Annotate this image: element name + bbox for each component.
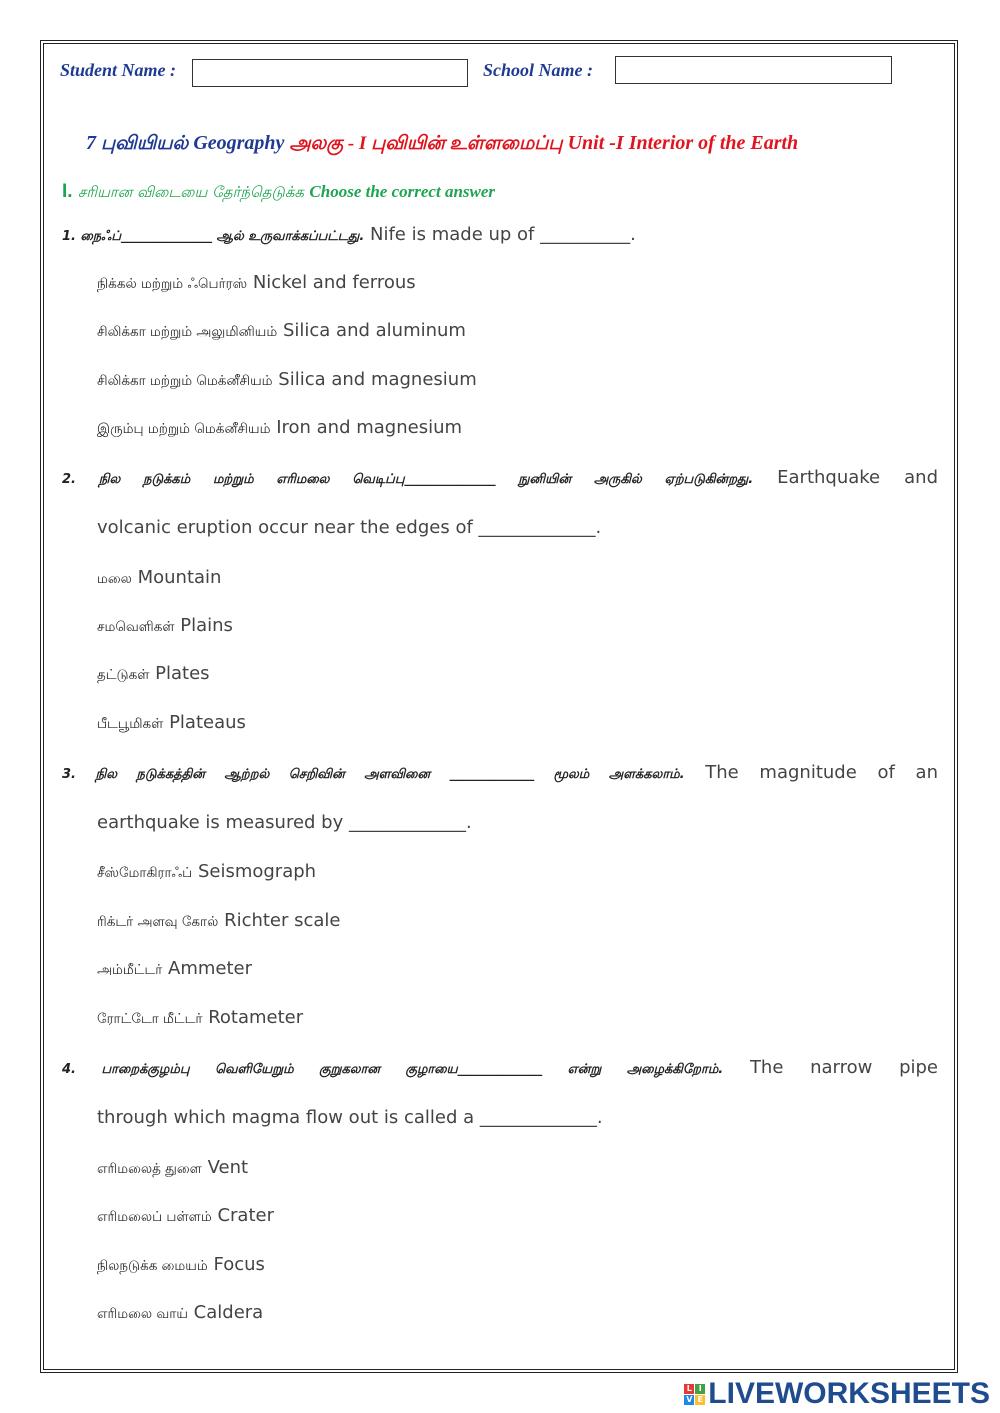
student-name-label: Student Name :: [60, 60, 177, 80]
option-text-ta: எரிமலைப் பள்ளம்: [97, 1209, 212, 1225]
logo-letter: V: [686, 1394, 693, 1404]
option-text-ta: சீஸ்மோகிராஃப்: [97, 865, 193, 881]
section-title-en: Choose the correct answer: [309, 182, 496, 201]
question-text-en: Nife is made up of __________.: [370, 224, 636, 245]
option-text-ta: சிலிக்கா மற்றும் அலுமினியம்: [97, 324, 278, 340]
option-3a[interactable]: [97, 861, 316, 883]
question-text-ta: 4. பாறைக்குழம்பு வெளியேறும் குறுகலான குழாயை_____________ என்று அழைக்கிறோம்.: [62, 1062, 724, 1077]
question-4-continued: through which magma flow out is called a _____________.: [97, 1107, 603, 1128]
logo-letter: I: [695, 1384, 705, 1394]
option-3c[interactable]: [97, 958, 252, 980]
option-4a[interactable]: [97, 1157, 248, 1179]
option-2a[interactable]: [97, 567, 221, 589]
question-1: [62, 224, 938, 245]
option-text-en: Seismograph: [197, 861, 317, 882]
title-unit-ta: அலகு - I புவியின் உள்ளமைப்பு: [289, 133, 563, 154]
question-4: [62, 1057, 938, 1078]
worksheet-title: [86, 132, 798, 157]
option-text-ta: ரோட்டோ மீட்டர்: [97, 1011, 203, 1027]
option-text-ta: அம்மீட்டர்: [97, 962, 163, 978]
option-2c[interactable]: [97, 663, 210, 685]
option-1c[interactable]: [97, 369, 477, 391]
logo-letter: L: [684, 1384, 694, 1394]
option-text-ta: நிலநடுக்க மையம்: [97, 1258, 208, 1274]
question-3: [62, 762, 938, 783]
title-subject-ta: புவியியல்: [101, 133, 189, 154]
option-text-ta: எரிமலை வாய்: [97, 1306, 188, 1322]
option-text-en: Vent: [207, 1157, 249, 1178]
title-subject-en: Geography: [193, 132, 285, 154]
option-2b[interactable]: [97, 615, 233, 637]
option-text-ta: சிலிக்கா மற்றும் மெக்னீசியம்: [97, 373, 273, 389]
option-text-en: Crater: [217, 1205, 274, 1226]
option-text-ta: இரும்பு மற்றும் மெக்னீசியம்: [97, 421, 271, 437]
logo-letter: E: [695, 1395, 705, 1405]
question-text-en: The narrow pipe: [749, 1057, 938, 1078]
option-1d[interactable]: [97, 417, 462, 439]
option-text-en: Plains: [180, 615, 233, 636]
question-2-continued: volcanic eruption occur near the edges of _____________.: [97, 517, 602, 538]
liveworksheets-logo-icon: [684, 1384, 705, 1405]
school-name-label: School Name :: [483, 60, 593, 80]
option-text-ta: ரிக்டர் அளவு கோல்: [97, 914, 219, 930]
section-number: I.: [62, 181, 73, 202]
option-4c[interactable]: [97, 1254, 265, 1276]
option-4d[interactable]: [97, 1302, 263, 1324]
option-text-ta: மலை: [97, 571, 132, 587]
brand-text: LIVEWORKSHEETS: [708, 1377, 990, 1410]
option-1a[interactable]: [97, 272, 416, 294]
school-name-input[interactable]: [615, 56, 892, 84]
question-text-ta: 2. நில நடுக்கம் மற்றும் எரிமலை வெடிப்பு______________ நுனியின் அருகில் ஏற்படுகின்றது.: [62, 472, 754, 487]
liveworksheets-brand[interactable]: [684, 1378, 990, 1410]
option-2d[interactable]: [97, 712, 246, 734]
title-unit-en: Unit -I Interior of the Earth: [567, 132, 799, 154]
question-text-ta: 1. நைஃப்______________ ஆல் உருவாக்கப்பட்டது.: [62, 229, 365, 244]
title-grade: 7: [86, 132, 96, 154]
student-name-input[interactable]: [192, 59, 468, 87]
option-text-en: Nickel and ferrous: [252, 272, 416, 293]
option-text-en: Focus: [213, 1254, 265, 1275]
question-text-en: The magnitude of an: [705, 762, 938, 783]
option-text-ta: சமவெளிகள்: [97, 619, 175, 635]
option-4b[interactable]: [97, 1205, 274, 1227]
option-text-ta: எரிமலைத் துளை: [97, 1161, 202, 1177]
option-text-en: Ammeter: [168, 958, 253, 979]
option-text-ta: நிக்கல் மற்றும் ஃபெர்ரஸ்: [97, 276, 248, 292]
option-3b[interactable]: [97, 910, 341, 932]
question-text-ta: 3. நில நடுக்கத்தின் ஆற்றல் செறிவின் அளவினை _____________ மூலம் அளக்கலாம்.: [62, 767, 685, 782]
option-text-ta: பீடபூமிகள்: [97, 716, 164, 732]
option-text-en: Mountain: [137, 567, 222, 588]
option-text-en: Plateaus: [169, 712, 246, 733]
question-2: [62, 467, 938, 488]
section-title-ta: சரியான விடையை தேர்ந்தெடுக்க: [77, 183, 305, 201]
option-text-en: Rotameter: [208, 1007, 304, 1028]
option-text-en: Silica and aluminum: [282, 320, 466, 341]
option-text-ta: தட்டுகள்: [97, 667, 150, 683]
question-3-continued: earthquake is measured by _____________.: [97, 812, 472, 833]
question-text-en: Earthquake and: [777, 467, 938, 488]
option-text-en: Richter scale: [224, 910, 341, 931]
option-text-en: Silica and magnesium: [278, 369, 477, 390]
option-text-en: Plates: [155, 663, 210, 684]
option-text-en: Iron and magnesium: [276, 417, 463, 438]
option-text-en: Caldera: [193, 1302, 264, 1323]
option-3d[interactable]: [97, 1007, 303, 1029]
option-1b[interactable]: [97, 320, 466, 342]
section-heading: [62, 181, 495, 203]
